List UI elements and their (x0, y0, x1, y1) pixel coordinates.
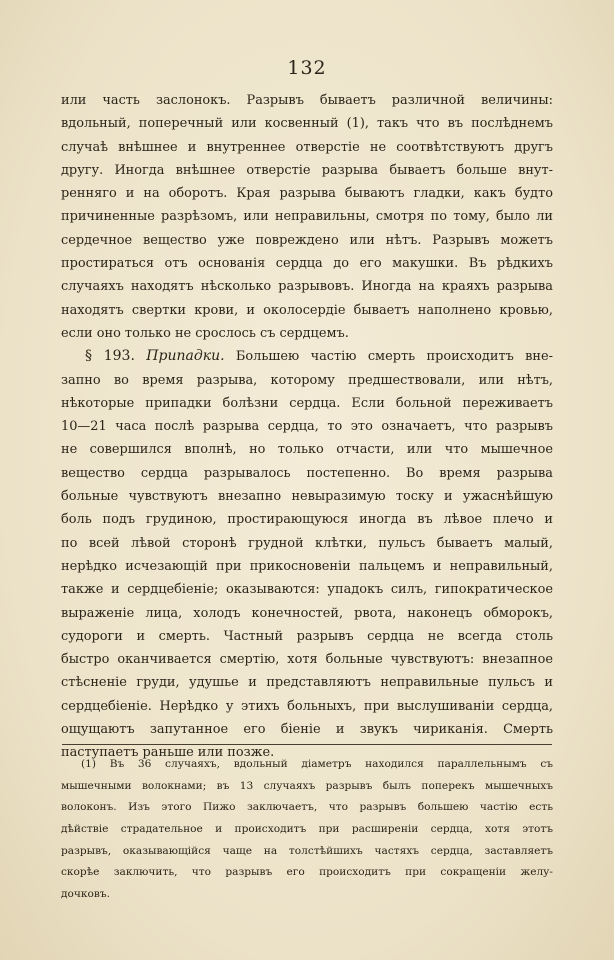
text-line: причиненные разрѣзомъ, или неправильны, смотря по тому, было ли (61, 209, 553, 225)
text-line: находятъ свертки крови, и околосердіе бываетъ наполнено кровью, (61, 302, 553, 318)
footnote-line: разрывъ, оказывающійся чаще на толстѣйшихъ частяхъ сердца, заставляетъ (61, 844, 553, 857)
text-line: простираться отъ основанія сердца до его макушки. Въ рѣдкихъ (61, 256, 553, 272)
footnote (61, 754, 553, 906)
text-line: также и сердцебіеніе; оказываются: упадокъ силъ, гипократическое (61, 582, 553, 598)
text-line: судороги и смерть. Частный разрывъ сердца не всегда столь (61, 628, 553, 644)
text-line: по всей лѣвой сторонѣ грудной клѣтки, пульсъ бываетъ малый, (61, 535, 553, 551)
text-line: случаяхъ находятъ нѣсколько разрывовъ. Иногда на краяхъ разрыва (61, 279, 553, 295)
text-line: если оно только не срослось съ сердцемъ. (61, 325, 349, 341)
text-line: боль подъ грудиною, простирающуюся иногда въ лѣвое плечо и (61, 512, 553, 528)
section-number: § 193. (85, 348, 135, 365)
text-line: сердцебіеніе. Нерѣдко у этихъ больныхъ, при выслушиваніи сердца, (61, 698, 553, 714)
footnote-line: дочковъ. (61, 888, 110, 901)
text-line: не совершился вполнѣ, но только отчасти, или что мышечное (61, 442, 553, 458)
footnote-line: дѣйствіе страдательное и происходитъ при расширеніи сердца, хотя этотъ (61, 823, 553, 836)
footnote-line: скорѣе заключить, что разрывъ его происходитъ при сокращеніи желу- (61, 866, 553, 879)
footnote-divider (62, 744, 552, 745)
footnote-line: мышечными волокнами; въ 13 случаяхъ разрывъ былъ поперекъ мышечныхъ (61, 779, 553, 792)
text-line: нѣкоторые припадки болѣзни сердца. Если больной переживаетъ (61, 395, 553, 411)
text-line: ощущаютъ запутанное его біеніе и звукъ чириканія. Смерть (61, 722, 553, 738)
footnote-line: (1) Въ 36 случаяхъ, вдольный діаметръ находился параллельнымъ съ (81, 758, 553, 770)
footnote-line: волоконъ. Изъ этого Пижо заключаетъ, что разрывъ большею частію есть (61, 801, 553, 814)
text-line: запно во время разрыва, которому предшествовали, или нѣтъ, (61, 372, 553, 388)
text-line: паступаетъ раньше или позже. (61, 745, 275, 761)
text-line: больные чувствуютъ внезапно невыразимую тоску и ужаснѣйшую (61, 489, 553, 505)
text-line: быстро оканчивается смертію, хотя больные чувствуютъ: внезапное (61, 652, 553, 668)
text-line: нерѣдко исчезающій при прикосновеніи пальцемъ и неправильный, (61, 558, 553, 574)
text-line: сердечное вещество уже повреждено или нѣтъ. Разрывъ можетъ (61, 232, 553, 248)
text-line: вдольный, поперечный или косвенный (1), такъ что въ послѣднемъ (61, 116, 553, 132)
text-line: или часть заслонокъ. Разрывъ бываетъ различной величины: (61, 93, 553, 108)
section-title: Припадки. (146, 348, 225, 365)
body-text (61, 89, 553, 765)
text-line: 10—21 часа послѣ разрыва сердца, то это означаетъ, что разрывъ (61, 419, 553, 435)
section-first-line: Большею частію смерть происходитъ вне- (235, 349, 553, 365)
text-line: случаѣ внѣшнее и внутреннее отверстіе не соотвѣтствуютъ другъ (61, 139, 553, 155)
text-line: выраженіе лица, холодъ конечностей, рвота, наконецъ обморокъ, (61, 605, 553, 621)
section-heading-line (61, 345, 553, 368)
text-line: другу. Иногда внѣшнее отверстіе разрыва бываетъ больше внут- (61, 162, 553, 178)
text-line: вещество сердца разрывалось постепенно. Во время разрыва (61, 465, 553, 481)
page-number: 132 (287, 57, 327, 79)
text-line: стѣсненіе груди, удушье и представляютъ неправильные пульсъ и (61, 675, 553, 691)
text-line: ренняго и на оборотъ. Края разрыва бываютъ гладки, какъ будто (61, 186, 553, 202)
